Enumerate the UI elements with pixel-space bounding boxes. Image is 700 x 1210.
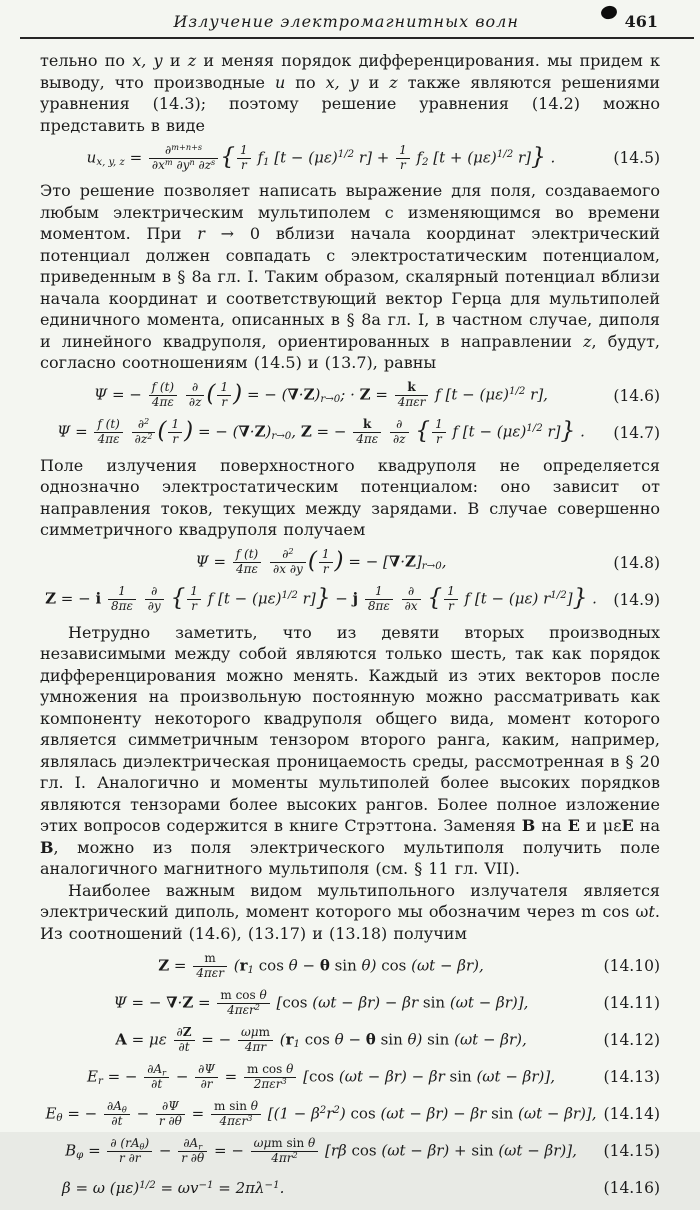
formula-14-7: Ψ = $\frac{f (t)}{4\pi\varepsilon}$ $\frac{\partial^2}{\partial z^2}$ ( $\frac{1}{r}$ ) = − $(\nabla\cdot Z)_{r\to 0}$, Z = − $\frac{k}{4\pi\varepsilon}$ $\frac{\partial}{\partial z}$ { $\frac{1}{r}$ f [$t - (\mu\varepsilon)^{1/2}$ r]} . — [57, 416, 585, 446]
equation-14-5 — [40, 143, 660, 173]
equation-number-14-16: (14.16) — [603, 1179, 660, 1197]
header-rule — [20, 37, 694, 39]
equation-number-14-10: (14.10) — [603, 957, 660, 975]
equation-14-11 — [40, 988, 660, 1018]
equation-number-14-8: (14.8) — [613, 553, 660, 572]
equation-number-14-5: (14.5) — [613, 149, 660, 167]
equation-number-14-15: (14.15) — [603, 1142, 660, 1160]
equation-number-14-13: (14.13) — [603, 1068, 660, 1086]
equation-14-10 — [40, 951, 660, 981]
paragraph-continuation: тельно по x, y и z и меняя порядок дифференцирования. мы придем к выводу, что производные u по x, y и z также являются решениями уравнения (14.3); поэтому решение уравнения (14.2) можно представить в виде — [40, 51, 661, 135]
equation-14-15 — [40, 1136, 660, 1166]
equation-number-14-6: (14.6) — [613, 386, 660, 405]
formula-14-9: Z = − i $\frac{1}{8\pi\varepsilon}$ $\frac{\partial}{\partial y}$ { $\frac{1}{r}$ f [$t - (\mu\varepsilon)^{1/2}$ r]} − j $\frac{1}{8\pi\varepsilon}$ $\frac{\partial}{\partial x}$ { $\frac{1}{r}$ f [t − (με) $r^{1/2}$]} . — [45, 584, 597, 613]
formula-14-14: $E_\theta$ = − $\frac{\partial A_\theta}{\partial t}$ − $\frac{\partial\Psi}{r \partial\theta}$ = $\frac{\text{m sin θ}}{4\pi\varepsilon r^3}$ [$(1 - \beta^2r^2)$ cos (ωt − βr) − βr sin (ωt − βr)], — [45, 1098, 597, 1128]
equation-14-8 — [40, 548, 660, 578]
equation-14-14 — [40, 1099, 660, 1129]
page-content — [40, 50, 660, 1210]
page-number: 461 — [624, 12, 658, 31]
running-header — [40, 12, 680, 34]
formula-14-11: Ψ = − ∇·Z = $\frac{\text{m cos θ}}{4\pi\varepsilon r^2}$ [cos (ωt − βr) − βr sin (ωt − βr)], — [113, 987, 529, 1017]
equation-number-14-9: (14.9) — [613, 590, 660, 609]
equation-14-6 — [40, 381, 660, 411]
formula-14-5: $u_{x, y, z}$ = $\frac{\partial^{m+n+s}}{\partial x^m \partial y^n \partial z^s}$ { $\frac{1}{r}$ $f_1$ [$t - (\mu\varepsilon)^{1/2}$ r] + $\frac{1}{r}$ $f_2$ [$t + (\mu\varepsilon)^{1/2}$ r]} . — [86, 141, 556, 172]
formula-14-13: $E_r$ = − $\frac{\partial A_r}{\partial t}$ − $\frac{\partial\Psi}{\partial r}$ = $\frac{\text{m cos θ}}{2\pi\varepsilon r^3}$ [cos (ωt − βr) − βr sin (ωt − βr)], — [87, 1061, 555, 1091]
formula-14-6: Ψ = − $\frac{f (t)}{4\pi\varepsilon}$ $\frac{\partial}{\partial z}$ ( $\frac{1}{r}$ ) = − $(\nabla\cdot Z)_{r\to 0}$; · Z = $\frac{k}{\text{4πεr}}$ f [$t - (\mu\varepsilon)^{1/2}$ r], — [94, 380, 548, 409]
equation-14-9 — [40, 585, 660, 615]
formula-14-15: $B_\varphi$ = $\frac{\partial (rA_\theta)}{r \partial r}$ − $\frac{\partial A_r}{r \partial\theta}$ = − $\frac{\text{ωμm sin θ}}{4\pi r^2}$ [rβ cos (ωt − βr) + sin (ωt − βr)], — [65, 1135, 577, 1165]
formula-14-16: β = ω $(\mu\varepsilon)^{1/2} = \omega v^{-1} = 2\pi\lambda^{-1}$. — [62, 1179, 285, 1197]
equation-number-14-12: (14.12) — [603, 1031, 660, 1049]
running-title: Излучение электромагнитных волн — [173, 12, 519, 31]
formula-14-12: A = με $\frac{\partial Z}{\partial t}$ = − $\frac{\text{ωμm}}{4\pi r}$ ($r_1$ cos θ − θ sin θ) sin (ωt − βr), — [115, 1024, 527, 1054]
equation-number-14-11: (14.11) — [603, 994, 660, 1012]
formula-14-8: Ψ = $\frac{f (t)}{4\pi\varepsilon}$ $\frac{\partial^2}{\partial x \partial y}$ ( $\frac{1}{r}$ ) = − $[\nabla\cdot Z]_{r\to 0}$, — [195, 546, 447, 576]
equation-14-13 — [40, 1062, 660, 1092]
equation-14-12 — [40, 1025, 660, 1055]
equation-14-7 — [40, 418, 660, 448]
equation-14-16 — [40, 1173, 660, 1203]
paragraph-surface-quadrupole: Поле излучения поверхностного квадруполя не определяется однозначно электростатическим потенциалом: оно зависит от направления токов, текущих между зарядами. В случае совершенно симметричного квадруполя получаем — [40, 455, 660, 539]
equation-number-14-7: (14.7) — [613, 423, 660, 442]
paragraph-multipole-field: Это решение позволяет написать выражение для поля, создаваемого любым электрическим мультиполем с изменяющимся во времени моментом. При r → 0 вблизи начала координат электрический потенциал должен совпадать с электростатическим потенциалом, приведенным в § 8а гл. I. Таким образом, скалярный потенциал вблизи начала координат и соответствующий вектор Герца для мультиполей единичного момента, описанных в § 8а гл. I, в частном случае, диполя и линейного квадруполя, ориентированных в направлении z, будут, согласно соотношениям (14.5) и (13.7), равны — [40, 181, 661, 372]
formula-14-10: Z = $\frac{m}{\text{4πεr}}$ ($r_1$ cos θ − θ sin θ) cos (ωt − βr), — [158, 950, 484, 980]
paragraph-nine-derivatives: Нетрудно заметить, что из девяти вторых производных независимыми между собой являются только шесть, так как порядок дифференцирования можно менять. Каждый из этих векторов после умножения на произвольную постоянную можно рассматривать как компоненту некоторого квадруполя общего вида, момент которого является симметричным тензором второго ранга, каким, например, являлась диэлектрическая проницаемость среды, рассмотренная в § 20 гл. I. Аналогично и моменты мультиполей более высоких порядков являются тензорами более высоких рангов. Более полное изложение этих вопросов содержится в книге Стрэттона. Заменяя B на E и μεE на B, можно из поля электрического мультиполя получить поле аналогичного магнитного мультиполя (см. § 11 гл. VII). — [40, 622, 660, 878]
paragraph-electric-dipole: Наиболее важным видом мультипольного излучателя является электрический диполь, момент которого мы обозначим через m cos ωt. Из соотношений (14.6), (13.17) и (13.18) получим — [40, 880, 661, 943]
equation-number-14-14: (14.14) — [603, 1105, 660, 1123]
